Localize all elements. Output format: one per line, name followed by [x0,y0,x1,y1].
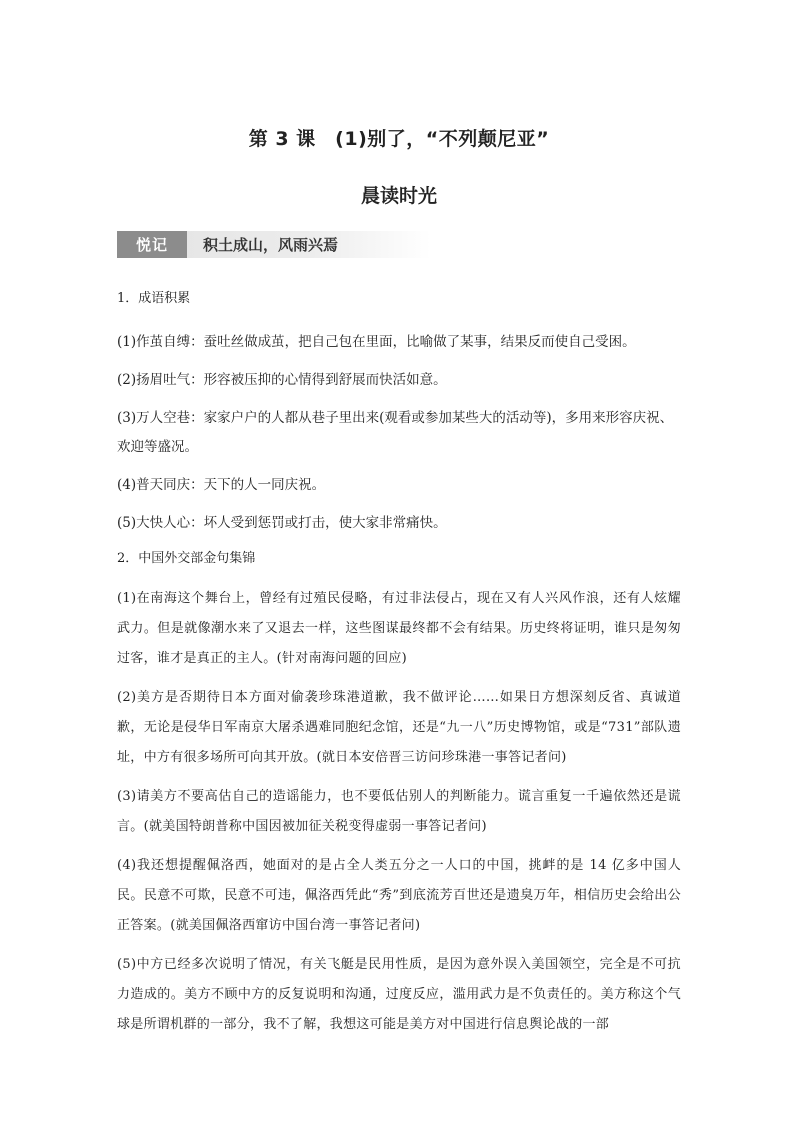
section-title: 晨读时光 [360,185,437,207]
banner-text: 积土成山，风雨兴焉 [203,236,339,254]
quote-item: (1)在南海这个舞台上，曾经有过殖民侵略，有过非法侵占，现在又有人兴风作浪，还有人炫耀武力。但是就像潮水来了又退去一样，这些图谋最终都不会有结果。历史终将证明，谁只是匆匆过客，谁才是真正的主人。(针对南海问题的回应) [117,591,681,666]
quote-item: (2)美方是否期待日本方面对偷袭珍珠港道歉，我不做评论……如果日方想深刻反省、真诚道歉，无论是侵华日军南京大屠杀遇难同胞纪念馆，还是“九一八”历史博物馆，或是“731”部队遗址，中方有很多场所可向其开放。(就日本安倍晋三访问珍珠港一事答记者问) [117,690,681,765]
idiom-item: (3)万人空巷：家家户户的人都从巷子里出来(观看或参加某些大的活动等)，多用来形容庆祝、欢迎等盛况。 [117,410,674,455]
lesson-title: 第 3 课 (1)别了，“不列颠尼亚” [248,128,550,150]
content-body [117,287,681,1049]
quotes-heading: 2．中国外交部金句集锦 [117,551,256,566]
idiom-item: (4)普天同庆：天下的人一同庆祝。 [117,477,326,493]
quote-item: (5)中方已经多次说明了情况，有关飞艇是民用性质，是因为意外误入美国领空，完全是不可抗力造成的。美方不顾中方的反复说明和沟通，过度反应，滥用武力是不负责任的。美方称这个气球是所谓机群的一部分，我不了解，我想这可能是美方对中国进行信息舆论战的一部 [117,957,681,1032]
section-banner [117,231,431,258]
banner-tag: 悦记 [117,231,187,258]
quote-item: (4)我还想提醒佩洛西，她面对的是占全人类五分之一人口的中国，挑衅的是 14 亿多中国人民。民意不可欺，民意不可违，佩洛西凭此“秀”到底流芳百世还是遗臭万年，相信历史会给出公正答案。(就美国佩洛西窜访中国台湾一事答记者问) [117,858,681,933]
idiom-item: (2)扬眉吐气：形容被压抑的心情得到舒展而快活如意。 [117,372,447,388]
idiom-item: (5)大快人心：坏人受到惩罚或打击，使大家非常痛快。 [117,515,447,531]
idioms-heading: 1．成语积累 [117,291,191,306]
idiom-item: (1)作茧自缚：蚕吐丝做成茧，把自己包在里面，比喻做了某事，结果反而使自己受困。 [117,334,636,350]
quote-item: (3)请美方不要高估自己的造谣能力，也不要低估别人的判断能力。谎言重复一千遍依然还是谎言。(就美国特朗普称中国因被加征关税变得虚弱一事答记者问) [117,789,681,834]
